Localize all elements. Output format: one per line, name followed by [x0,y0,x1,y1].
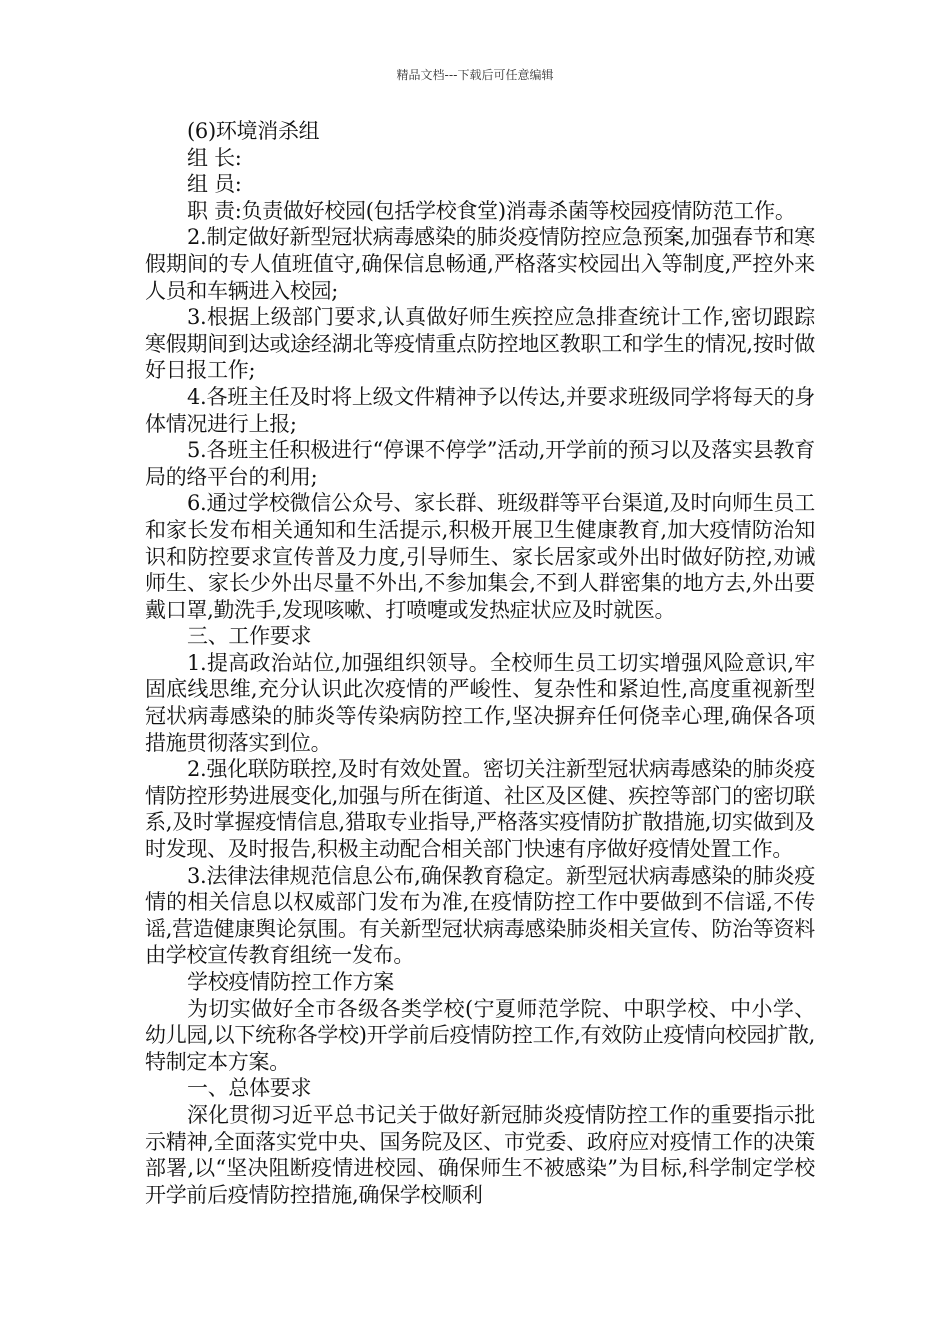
paragraph-requirement-3: 3.法律法律规范信息公布,确保教育稳定。新型冠状病毒感染的肺炎疫情的相关信息以权威部门发布为准,在疫情防控工作中要做到不信谣,不传谣,营造健康舆论氛围。有关新型冠状病毒感染肺炎相关宣传、防治等资料由学校宣传教育组统一发布。 [145,863,815,968]
heading-general-requirements: 一、总体要求 [187,1076,312,1101]
paragraph-leader: 组 长: [187,145,242,170]
paragraph-item-2: 2.制定做好新型冠状病毒感染的肺炎疫情防控应急预案,加强春节和寒假期间的专人值班值守,确保信息畅通,严格落实校园出入等制度,严控外来人员和车辆进入校园; [145,225,815,303]
paragraph-plan-intro: 为切实做好全市各级各类学校(宁夏师范学院、中职学校、中小学、幼儿园,以下统称各学校)开学前后疫情防控工作,有效防止疫情向校园扩散,特制定本方案。 [145,996,815,1074]
page-header: 精品文档---下载后可任意编辑 [396,68,554,82]
paragraph-requirement-2: 2.强化联防联控,及时有效处置。密切关注新型冠状病毒感染的肺炎疫情防控形势进展变化,加强与所在街道、社区及区健、疾控等部门的密切联系,及时掌握疫情信息,猎取专业指导,严格落实疫情防扩散措施,切实做到及时发现、及时报告,积极主动配合相关部门快速有序做好疫情处置工作。 [145,757,815,862]
paragraph-requirement-1: 1.提高政治站位,加强组织领导。全校师生员工切实增强风险意识,牢固底线思维,充分认识此次疫情的严峻性、复杂性和紧迫性,高度重视新型冠状病毒感染的肺炎等传染病防控工作,坚决摒弃任何侥幸心理,确保各项措施贯彻落实到位。 [145,650,815,755]
document-body [145,118,815,1208]
paragraph-general-requirements: 深化贯彻习近平总书记关于做好新冠肺炎疫情防控工作的重要指示批示精神,全面落实党中央、国务院及区、市党委、政府应对疫情工作的决策部署,以“坚决阻断疫情进校园、确保师生不被感染”为目标,科学制定学校开学前后疫情防控措施,确保学校顺利 [145,1102,815,1207]
paragraph-item-6: 6.通过学校微信公众号、家长群、班级群等平台渠道,及时向师生员工和家长发布相关通知和生活提示,积极开展卫生健康教育,加大疫情防治知识和防控要求宣传普及力度,引导师生、家长居家或外出时做好防控,劝诫师生、家长少外出尽量不外出,不参加集会,不到人群密集的地方去,外出要戴口罩,勤洗手,发现咳嗽、打喷嚏或发热症状应及时就医。 [145,491,815,622]
paragraph-item-5: 5.各班主任积极进行“停课不停学”活动,开学前的预习以及落实县教育局的络平台的利用; [145,438,815,489]
paragraph-members: 组 员: [187,172,242,197]
paragraph-item-4: 4.各班主任及时将上级文件精神予以传达,并要求班级同学将每天的身体情况进行上报; [145,384,815,436]
paragraph-duties: 职 责:负责做好校园(包括学校食堂)消毒杀菌等校园疫情防范工作。 [187,198,796,223]
paragraph-item-3: 3.根据上级部门要求,认真做好师生疾控应急排查统计工作,密切跟踪寒假期间到达或途经湖北等疫情重点防控地区教职工和学生的情况,按时做好日报工作; [145,305,815,383]
paragraph-section-heading: (6)环境消杀组 [187,119,320,143]
heading-plan-title: 学校疫情防控工作方案 [187,970,394,994]
heading-work-requirements: 三、工作要求 [187,624,312,649]
